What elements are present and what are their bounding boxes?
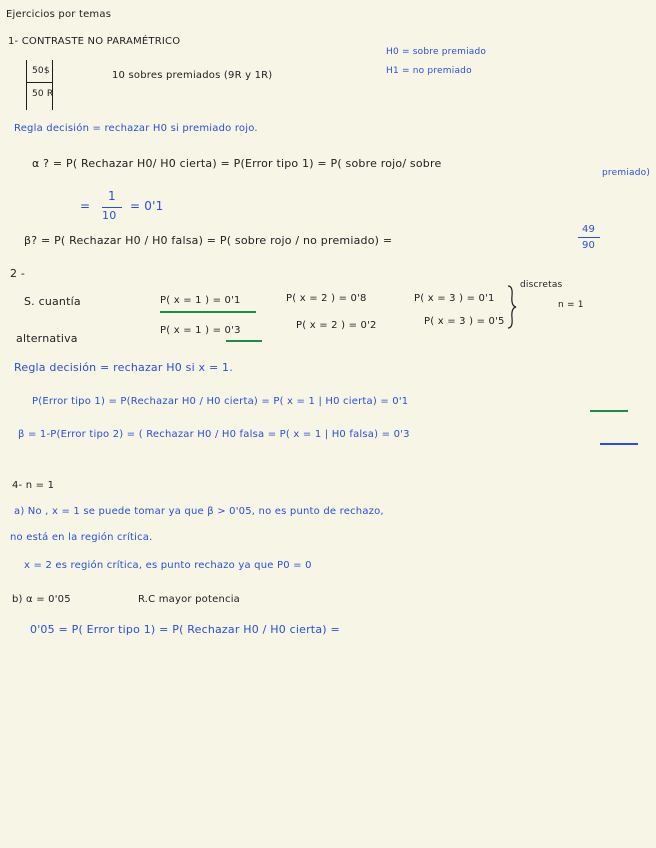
ex2-perror-value: = 0'1 (380, 396, 409, 407)
ex1-h1: H1 = no premiado (386, 66, 472, 76)
ex1-beta-line: β? = P( Rechazar H0 / H0 falsa) = P( sobre rojo / no premiado) = (24, 234, 393, 247)
ex1-heading: 1- CONTRASTE NO PARAMÉTRICO (8, 36, 181, 47)
ex4-a-line3: x = 2 es región crítica, es punto rechazo ya que P0 = 0 (24, 560, 312, 571)
ex2-brace (505, 284, 519, 330)
ex2-null-p2: P( x = 2 ) = 0'8 (286, 293, 367, 304)
ex4-a-line1: a) No , x = 1 se puede tomar ya que β > 0'05, no es punto de rechazo, (14, 506, 384, 517)
ex1-frac-denominator: 10 (102, 209, 117, 222)
ex2-alt-p3: P( x = 3 ) = 0'5 (424, 316, 505, 327)
ex2-perror-text: P(Error tipo 1) = P(Rechazar H0 / H0 cierta) = P( x = 1 | H0 cierta) (32, 396, 381, 407)
ex1-frac-numerator: 1 (108, 189, 116, 203)
ex2-heading: 2 - (10, 267, 26, 280)
page-title: Ejercicios por temas (6, 9, 112, 20)
ex1-h0: H0 = sobre premiado (386, 47, 487, 57)
ex2-alt-label: alternativa (16, 332, 78, 345)
ex2-alt-p1-prefix: P( x = 1 ) (160, 325, 213, 336)
ex4-heading: 4- n = 1 (12, 480, 55, 491)
ex2-beta (18, 429, 410, 441)
urn-box-divider (26, 82, 52, 83)
ex1-beta-numerator: 49 (582, 224, 596, 235)
ex1-beta-fraction-bar (578, 237, 600, 238)
ex4-b-rest: R.C mayor potencia (138, 594, 241, 605)
ex2-null-p3: P( x = 3 ) = 0'1 (414, 293, 495, 304)
ex4-b-label: b) α = 0'05 (12, 594, 71, 605)
ex2-beta-text: β = 1-P(Error tipo 2) = ( Rechazar H0 / H0 falsa = P( x = 1 | H0 falsa) (18, 429, 382, 440)
ex2-null-label: S. cuantía (24, 295, 81, 308)
ex1-rule: Regla decisión = rechazar H0 si premiado rojo. (14, 123, 258, 134)
ex4-a-line2: no está en la región crítica. (10, 532, 153, 543)
ex2-discretas: discretas (520, 280, 563, 290)
urn-red-count: 50 R (32, 89, 54, 99)
ex1-alpha-continuation: premiado) (602, 168, 651, 178)
ex2-alt-p2: P( x = 2 ) = 0'2 (296, 320, 377, 331)
ex2-null-p1-underline (160, 311, 256, 313)
ex2-alt-p1 (160, 325, 241, 337)
ex2-beta-underline (600, 443, 638, 445)
ex1-frac-equals: = (80, 199, 91, 213)
ex2-perror (32, 396, 408, 408)
ex2-beta-value: = 0'3 (381, 429, 410, 440)
ex1-alpha-line: α ? = P( Rechazar H0/ H0 cierta) = P(Error tipo 1) = P( sobre rojo/ sobre (32, 157, 442, 170)
ex2-alt-p1-underline (226, 340, 262, 342)
ex1-beta-denominator: 90 (582, 240, 596, 251)
ex1-description: 10 sobres premiados (9R y 1R) (112, 70, 273, 81)
ex2-perror-underline (590, 410, 628, 412)
ex2-alt-p1-value: = 0'3 (212, 325, 241, 336)
urn-black-count: 50$ (32, 66, 50, 76)
ex2-rule: Regla decisión = rechazar H0 si x = 1. (14, 361, 233, 374)
ex4-b-line: 0'05 = P( Error tipo 1) = P( Rechazar H0 / H0 cierta) = (30, 623, 340, 636)
ex2-n-equals: n = 1 (558, 300, 584, 310)
ex1-frac-result: = 0'1 (130, 199, 164, 213)
ex2-null-p1: P( x = 1 ) = 0'1 (160, 295, 241, 306)
